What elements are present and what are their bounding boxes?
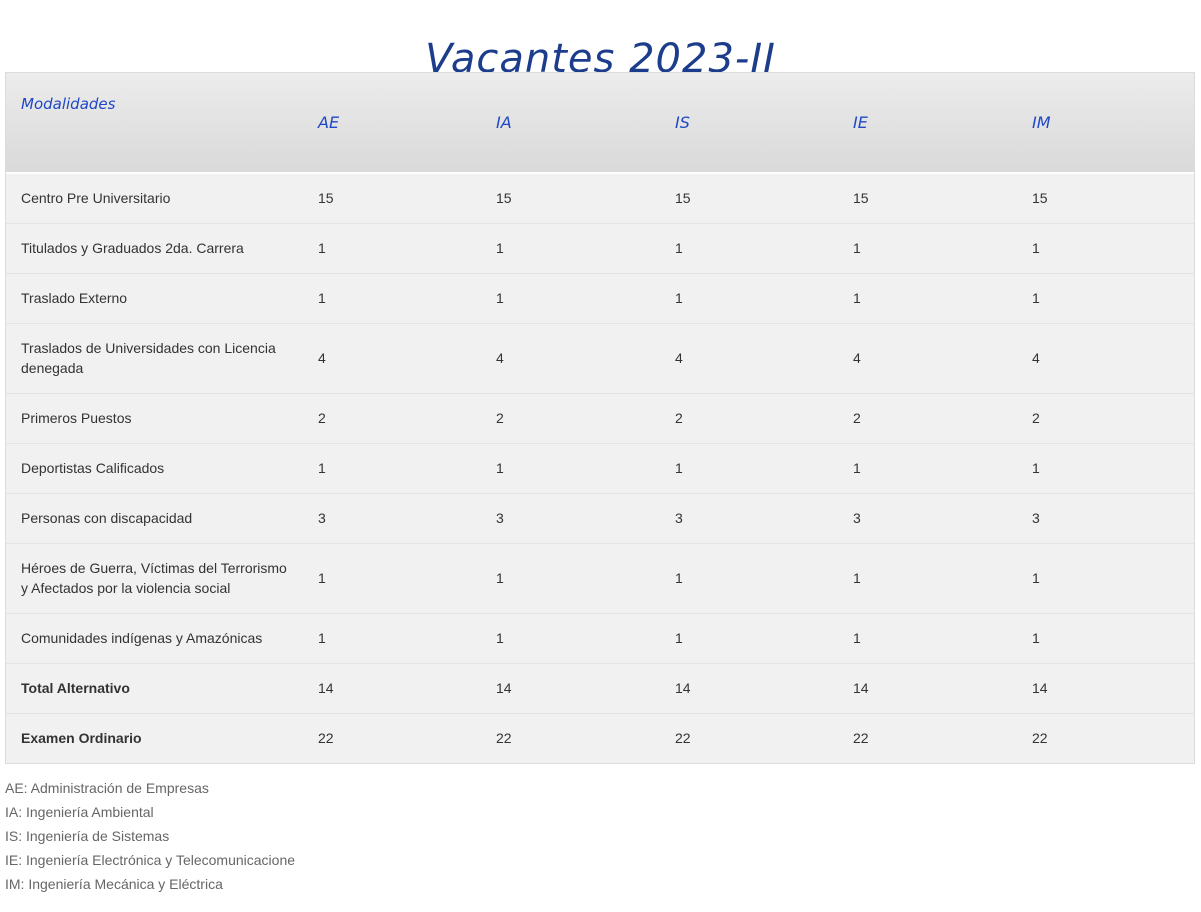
cell-ae: 14 bbox=[318, 680, 334, 696]
cell-ae: 3 bbox=[318, 510, 326, 526]
table-row bbox=[6, 713, 1194, 763]
cell-ae: 1 bbox=[318, 570, 326, 586]
header-ia: IA bbox=[496, 113, 512, 132]
cell-ae: 2 bbox=[318, 410, 326, 426]
header-im: IM bbox=[1032, 113, 1051, 132]
table-row bbox=[6, 663, 1194, 713]
cell-im: 1 bbox=[1032, 240, 1040, 256]
cell-ia: 1 bbox=[496, 630, 504, 646]
cell-ae: 1 bbox=[318, 630, 326, 646]
table-row bbox=[6, 543, 1194, 613]
cell-ia: 15 bbox=[496, 190, 512, 207]
cell-ae: 15 bbox=[318, 190, 334, 207]
legend-item: IA: Ingeniería Ambiental bbox=[5, 804, 154, 820]
cell-ie: 1 bbox=[853, 630, 861, 646]
row-label: Deportistas Calificados bbox=[21, 460, 165, 476]
cell-ae: 4 bbox=[318, 350, 326, 366]
cell-ie: 4 bbox=[853, 350, 861, 366]
table-row bbox=[6, 393, 1194, 443]
legend-item: IS: Ingeniería de Sistemas bbox=[5, 828, 170, 844]
cell-ia: 3 bbox=[496, 510, 504, 526]
cell-ia: 1 bbox=[496, 460, 504, 476]
cell-im: 14 bbox=[1032, 680, 1048, 696]
row-label: Centro Pre Universitario bbox=[21, 190, 171, 207]
row-label: Comunidades indígenas y Amazónicas bbox=[21, 630, 263, 646]
abbreviations-legend bbox=[5, 776, 295, 896]
cell-is: 3 bbox=[675, 510, 683, 526]
cell-ie: 3 bbox=[853, 510, 861, 526]
cell-im: 1 bbox=[1032, 460, 1040, 476]
table-row bbox=[6, 613, 1194, 663]
cell-ie: 1 bbox=[853, 460, 861, 476]
header-ae: AE bbox=[318, 113, 340, 132]
row-label: Titulados y Graduados 2da. Carrera bbox=[21, 240, 244, 256]
cell-ia: 1 bbox=[496, 570, 504, 586]
table-row bbox=[6, 493, 1194, 543]
cell-ia: 1 bbox=[496, 290, 504, 306]
table-row bbox=[6, 223, 1194, 273]
row-label: Primeros Puestos bbox=[21, 410, 132, 426]
cell-is: 1 bbox=[675, 240, 683, 256]
table-row bbox=[6, 173, 1194, 223]
vacancies-table bbox=[5, 72, 1195, 764]
table-header-row bbox=[6, 73, 1194, 173]
cell-ie: 1 bbox=[853, 290, 861, 306]
cell-im: 1 bbox=[1032, 630, 1040, 646]
cell-ia: 14 bbox=[496, 680, 512, 696]
cell-is: 1 bbox=[675, 460, 683, 476]
cell-im: 3 bbox=[1032, 510, 1040, 526]
cell-is: 4 bbox=[675, 350, 683, 366]
header-is: IS bbox=[675, 113, 690, 132]
page-title: Vacantes 2023-II bbox=[425, 35, 776, 82]
legend-item: IM: Ingeniería Mecánica y Eléctrica bbox=[5, 876, 223, 892]
cell-ia: 22 bbox=[496, 730, 512, 747]
cell-ae: 22 bbox=[318, 730, 334, 747]
table-body bbox=[6, 173, 1194, 763]
legend-item: IE: Ingeniería Electrónica y Telecomunicacione bbox=[5, 852, 296, 868]
cell-im: 2 bbox=[1032, 410, 1040, 426]
cell-is: 2 bbox=[675, 410, 683, 426]
cell-im: 15 bbox=[1032, 190, 1048, 207]
cell-is: 14 bbox=[675, 680, 691, 696]
row-label: Traslado Externo bbox=[21, 290, 128, 306]
table-row bbox=[6, 443, 1194, 493]
row-label: Total Alternativo bbox=[21, 680, 130, 696]
cell-im: 1 bbox=[1032, 570, 1040, 586]
cell-ie: 2 bbox=[853, 410, 861, 426]
cell-is: 1 bbox=[675, 290, 683, 306]
cell-is: 22 bbox=[675, 730, 691, 747]
cell-ia: 1 bbox=[496, 240, 504, 256]
cell-ia: 2 bbox=[496, 410, 504, 426]
row-label: Examen Ordinario bbox=[21, 730, 142, 747]
cell-is: 1 bbox=[675, 570, 683, 586]
cell-ie: 15 bbox=[853, 190, 869, 207]
table-row bbox=[6, 273, 1194, 323]
cell-im: 22 bbox=[1032, 730, 1048, 747]
cell-ae: 1 bbox=[318, 460, 326, 476]
header-ie: IE bbox=[853, 113, 868, 132]
cell-ae: 1 bbox=[318, 240, 326, 256]
cell-ie: 22 bbox=[853, 730, 869, 747]
cell-im: 1 bbox=[1032, 290, 1040, 306]
cell-ae: 1 bbox=[318, 290, 326, 306]
cell-ia: 4 bbox=[496, 350, 504, 366]
table-row bbox=[6, 323, 1194, 393]
cell-ie: 1 bbox=[853, 240, 861, 256]
header-modalidades: Modalidades bbox=[21, 95, 116, 113]
cell-im: 4 bbox=[1032, 350, 1040, 366]
cell-ie: 1 bbox=[853, 570, 861, 586]
cell-ie: 14 bbox=[853, 680, 869, 696]
row-label: Personas con discapacidad bbox=[21, 510, 193, 526]
row-label: Héroes de Guerra, Víctimas del Terrorismo y Afectados por la violencia social bbox=[21, 560, 287, 596]
legend-item: AE: Administración de Empresas bbox=[5, 780, 209, 796]
row-label: Traslados de Universidades con Licencia denegada bbox=[21, 340, 276, 376]
cell-is: 15 bbox=[675, 190, 691, 207]
cell-is: 1 bbox=[675, 630, 683, 646]
